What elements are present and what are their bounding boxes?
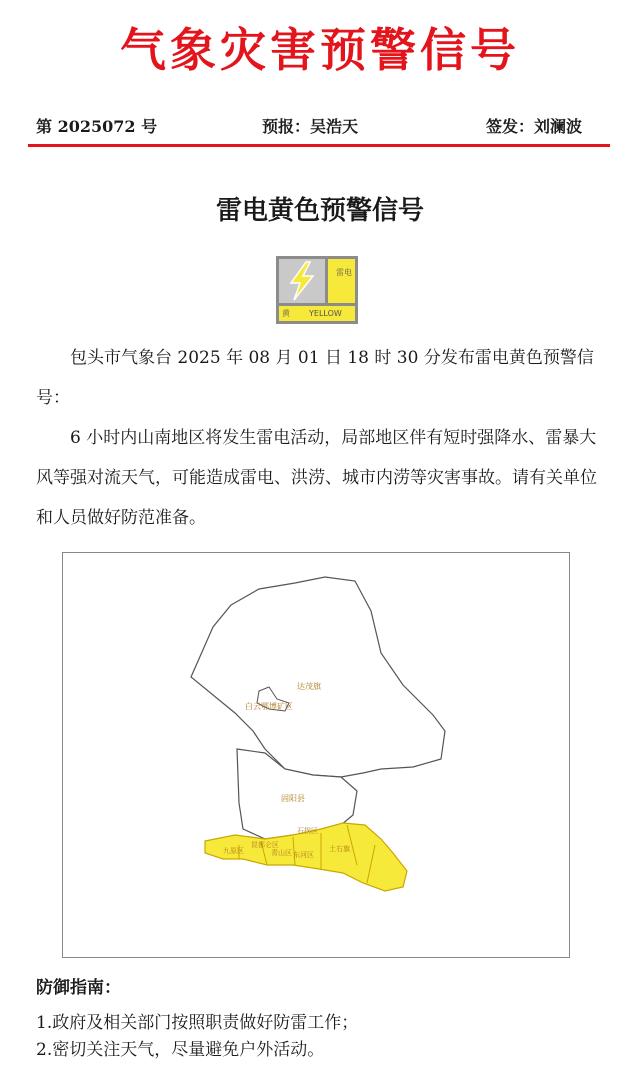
signal-label-yellow-en: YELLOW	[309, 309, 342, 318]
map-label-baiyun: 白云鄂博矿区	[245, 702, 293, 711]
map-northern-region	[191, 577, 445, 777]
document-number: 第 2025072 号	[36, 117, 158, 136]
signal-side-panel	[328, 259, 355, 303]
document-title: 气象灾害预警信号	[120, 23, 520, 77]
guide-item-2: 2.密切关注天气，尽量避免户外活动。	[36, 1040, 325, 1060]
warning-details: 6 小时内山南地区将发生雷电活动，局部地区伴有短时强降水、雷暴大风等强对流天气，可能造成雷电、洪涝、城市内涝等灾害事故。请有关单位和人员做好防范准备。	[36, 428, 597, 528]
thunder-yellow-signal-icon	[276, 256, 358, 324]
map-label-tuyou: 土右旗	[329, 845, 350, 853]
issuer: 签发：刘澜波	[486, 117, 583, 136]
map-label-kundulun: 昆都仑区	[251, 841, 279, 849]
signal-label-yellow-cn: 黄	[282, 309, 290, 318]
map-label-donghe: 东河区	[293, 851, 314, 859]
signal-bottom-bar	[279, 306, 355, 321]
warning-title: 雷电黄色预警信号	[215, 196, 424, 226]
map-label-jiuyuan: 九原区	[223, 847, 244, 855]
guide-heading: 防御指南：	[36, 978, 121, 998]
signal-label-thunder: 雷电	[336, 268, 352, 277]
map-label-damao: 达茂旗	[297, 682, 321, 691]
lightning-icon	[279, 259, 325, 303]
issue-statement: 包头市气象台 2025 年 08 月 01 日 18 时 30 分发布雷电黄色预警信号：	[36, 348, 594, 408]
forecaster: 预报：吴浩天	[262, 117, 359, 136]
guide-item-1: 1.政府及相关部门按照职责做好防雷工作；	[36, 1013, 359, 1033]
map-label-shiguai: 石拐区	[297, 827, 318, 835]
warning-area-map	[62, 552, 570, 958]
map-label-guyang: 固阳县	[281, 794, 305, 803]
map-label-qingshan: 青山区	[271, 849, 292, 857]
header-divider	[28, 144, 610, 147]
